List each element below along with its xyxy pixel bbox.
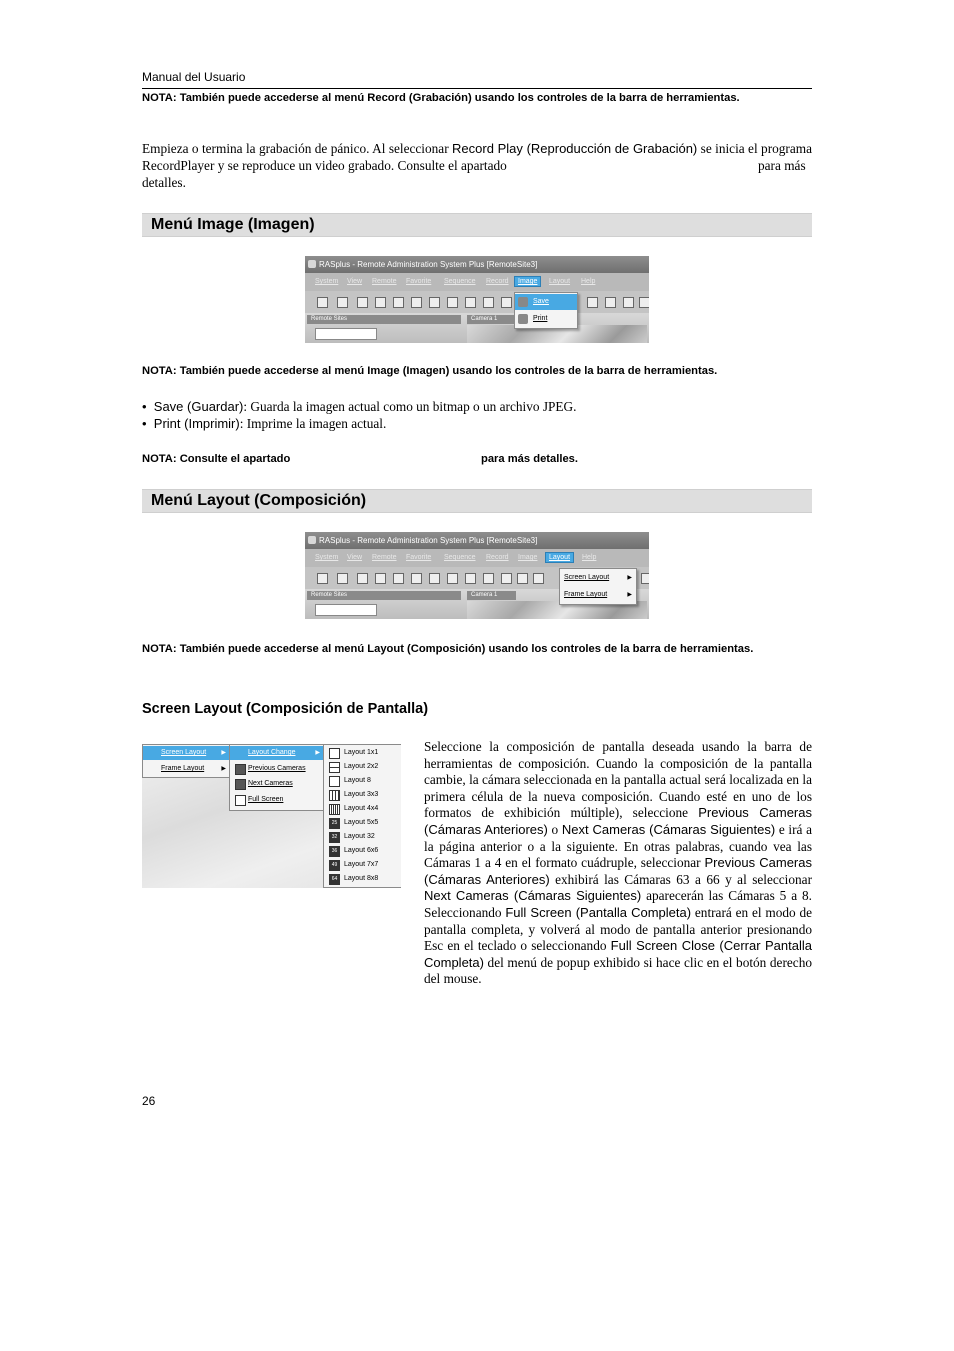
screenshot-image-menu [305,256,649,343]
menu-level-3 [323,744,401,888]
menu-sequence[interactable]: Sequence [444,278,476,285]
screenshot-screen-layout-menu [142,744,401,888]
toolbar-icon[interactable] [337,297,348,308]
menu-favorite[interactable]: Favorite [406,278,432,285]
toolbar-icon[interactable] [357,297,368,308]
menu-item-print[interactable] [515,311,577,327]
menu-item-label: Layout Change [248,749,296,756]
print-icon [518,314,528,324]
menu-level-2 [229,744,326,811]
search-box[interactable] [315,328,377,340]
menu-item-label: Previous Cameras [248,765,306,772]
layout-1x1-icon [329,748,340,759]
menu-item-layout[interactable] [324,774,401,788]
text: o [547,821,562,837]
app-icon [308,536,316,544]
menu-item-label: Frame Layout [161,765,205,772]
menu-favorite[interactable]: Favorite [406,554,432,561]
term: Next Cameras (Cámaras Siguientes) [424,888,642,904]
layout-8-icon [329,776,340,787]
menu-layout[interactable]: Layout [549,278,571,285]
menu-bar [305,276,649,289]
toolbar-icon[interactable] [501,297,512,308]
menu-view[interactable]: View [347,554,363,561]
note-see-section-end: para más detalles. [481,453,579,465]
window-title: RASplus - Remote Administration System Plus [RemoteSite3] [319,260,538,269]
submenu-arrow-icon: ▶ [221,766,226,772]
search-box[interactable] [315,604,377,616]
note-see-section: NOTA: Consulte el apartado [142,453,291,465]
text: aparecerán las Cámaras 5 a 8. Seleccionando [424,888,813,920]
toolbar-icon[interactable] [411,297,422,308]
menu-item-layout[interactable] [324,830,401,844]
menu-record[interactable]: Record [486,278,509,285]
bullet-list [142,398,812,432]
toolbar [305,291,649,313]
menu-item-screen-layout[interactable] [560,570,636,586]
submenu-arrow-icon: ▶ [221,750,226,756]
menu-item-label: Layout 4x4 [344,805,379,812]
submenu-arrow-icon: ▶ [627,575,632,581]
toolbar-icon[interactable] [317,297,328,308]
term: Next Cameras (Cámaras Siguientes) [561,821,776,837]
menu-item-label: Layout 3x3 [344,791,379,798]
menu-item-frame-layout[interactable] [560,587,636,603]
menu-item-label: Layout 5x5 [344,819,379,826]
menu-item-label: Print [533,315,548,322]
note-record: NOTA: También puede accederse al menú Record (Grabación) usando los controles de la barra de herramientas. [142,92,740,104]
layout-dropdown [559,568,637,605]
toolbar-icon[interactable] [517,573,528,584]
menu-record[interactable]: Record [486,554,509,561]
toolbar-icon[interactable] [357,573,368,584]
toolbar-icon[interactable] [483,297,494,308]
menu-item-layout[interactable] [324,788,401,802]
previous-cameras-icon [235,764,246,775]
menu-item-layout[interactable] [324,844,401,858]
toolbar-icon[interactable] [429,573,440,584]
toolbar-icon[interactable] [411,573,422,584]
menu-level-1 [142,744,232,778]
menu-help[interactable]: Help [582,554,597,561]
menu-item-label: Layout 6x6 [344,847,379,854]
menu-item-layout-change[interactable] [230,746,325,760]
screenshot-layout-menu [305,532,649,619]
layout-2x2-icon [329,762,340,773]
section-title: Menú Image (Imagen) [151,216,315,233]
description: : Imprime la imagen actual. [239,416,387,431]
panel-camera: Camera 1 [467,315,516,324]
toolbar-icon[interactable] [483,573,494,584]
menu-item-label: Layout 8x8 [344,875,379,882]
text: Seleccione la composición de pantalla deseada usando la barra de herramientas de composición. Cuando la composición de la pantalla cambie, la cámara seleccionada en la pantalla actual será localizada en la primera célula de la nueva composición. Cuando esté en uno de los formatos de exhibición múltiple), seleccione [424,739,812,821]
toolbar-icon[interactable] [501,573,512,584]
window-title: RASplus - Remote Administration System Plus [RemoteSite3] [319,536,538,545]
menu-item-label: Layout 32 [344,833,375,840]
note-layout: NOTA: También puede accederse al menú Layout (Composición) usando los controles de la barra de herramientas. [142,643,754,655]
menu-item-layout[interactable] [324,872,401,886]
menu-item-next-cameras[interactable] [230,777,325,791]
toolbar-icon[interactable] [447,573,458,584]
layout-3x3-icon [329,790,340,801]
menu-layout[interactable]: Layout [545,552,574,563]
menu-item-label: Layout 1x1 [344,749,379,756]
menu-item-label: Next Cameras [248,780,293,787]
submenu-arrow-icon: ▶ [627,592,632,598]
menu-item-layout[interactable] [324,816,401,830]
text: del menú de popup exhibido si hace clic en el botón derecho del mouse. [424,954,812,987]
layout-4x4-icon [329,804,340,815]
toolbar-icon[interactable] [639,297,649,308]
menu-system[interactable]: System [315,554,339,561]
text: Empieza o termina la grabación de pánico. Al seleccionar [142,141,453,156]
menu-item-label: Screen Layout [161,749,207,756]
text: se inicia el programa RecordPlayer y se reproduce un video grabado. Consulte el apartado [142,141,812,173]
list-item: • Print (Imprimir): Imprime la imagen actual. [142,416,387,431]
toolbar-icon[interactable] [641,573,649,584]
save-icon [518,297,528,307]
toolbar-icon[interactable] [533,573,544,584]
note-image: NOTA: También puede accederse al menú Image (Imagen) usando los controles de la barra de herramientas. [142,365,718,377]
menu-item-save[interactable] [515,294,577,310]
menu-item-layout[interactable] [324,858,401,872]
toolbar-icon[interactable] [605,297,616,308]
layout-32-icon: 32 [329,832,340,843]
menu-item-frame-layout[interactable] [143,762,231,776]
toolbar-icon[interactable] [587,297,598,308]
term: Full Screen Close (Cerrar Pantalla Completa) [424,938,812,970]
list-item: • Save (Guardar): Guarda la imagen actual como un bitmap o un archivo JPEG. [142,399,577,414]
toolbar-icon[interactable] [429,297,440,308]
term-record-play: Record Play (Reproducción de Grabación) [452,141,698,156]
text: e irá a la página anterior o a la siguiente. En otras palabras, cuando vea las Cámaras 1 a 4 en el formato cuádruple, seleccionar [424,821,812,871]
menu-item-label: Layout 8 [344,777,371,784]
panel-remote-sites: Remote Sites [307,315,461,324]
menu-bar [305,552,649,565]
panel-camera: Camera 1 [467,591,516,600]
menu-item-layout[interactable] [324,802,401,816]
text: entrará en el modo de pantalla completa, y volverá al modo de pantalla anterior presionando Esc en el teclado o seleccionando [424,904,813,954]
app-icon [308,260,316,268]
full-screen-icon [235,795,246,806]
menu-item-label: Layout 7x7 [344,861,379,868]
paragraph-screen-layout [424,739,812,988]
subsection-heading: Screen Layout (Composición de Pantalla) [142,701,429,717]
toolbar-icon[interactable] [623,297,634,308]
menu-image[interactable]: Image [514,276,541,287]
menu-item-label: Screen Layout [564,574,610,581]
menu-item-layout[interactable] [324,760,401,774]
section-title: Menú Layout (Composición) [151,492,367,509]
menu-item-label: Full Screen [248,796,284,803]
term: Previous Cameras (Cámaras Anteriores) [424,805,812,837]
section-heading-image [142,213,812,237]
menu-item-label: Frame Layout [564,591,608,598]
term: Print (Imprimir) [153,416,240,431]
toolbar-icon[interactable] [465,297,476,308]
text: para más [758,158,806,173]
term: Full Screen (Pantalla Completa) [505,904,692,920]
menu-image[interactable]: Image [518,554,538,561]
menu-remote[interactable]: Remote [372,278,397,285]
toolbar-icon[interactable] [317,573,328,584]
menu-sequence[interactable]: Sequence [444,554,476,561]
menu-item-label: Layout 2x2 [344,763,379,770]
header-rule [142,88,812,89]
section-heading-layout [142,489,812,513]
text: detalles. [142,175,186,190]
menu-item-full-screen[interactable] [230,793,325,807]
menu-item-screen-layout[interactable] [143,746,231,760]
menu-help[interactable]: Help [581,278,596,285]
toolbar-icon[interactable] [465,573,476,584]
panel-remote-sites: Remote Sites [307,591,461,600]
toolbar-icon[interactable] [337,573,348,584]
description: : Guarda la imagen actual como un bitmap o un archivo JPEG. [243,399,577,414]
toolbar-icon[interactable] [447,297,458,308]
next-cameras-icon [235,779,246,790]
page-number: 26 [142,1094,156,1108]
image-dropdown [514,292,578,329]
menu-view[interactable]: View [347,278,363,285]
text: exhibirá las Cámaras 63 a 66 y al seleccionar [549,871,812,887]
paragraph-record-play [142,140,812,174]
window-titlebar [305,532,649,549]
menu-item-previous-cameras[interactable] [230,762,325,776]
menu-system[interactable]: System [315,278,339,285]
layout-7x7-icon: 49 [329,860,340,871]
term: Previous Cameras (Cámaras Anteriores) [424,855,812,887]
layout-8x8-icon: 64 [329,874,340,885]
term: Save (Guardar) [153,399,244,414]
running-header: Manual del Usuario [142,70,246,84]
menu-item-layout[interactable] [324,746,401,760]
toolbar-icon[interactable] [375,297,386,308]
toolbar-icon[interactable] [375,573,386,584]
layout-5x5-icon: 25 [329,818,340,829]
toolbar-icon[interactable] [393,297,404,308]
menu-remote[interactable]: Remote [372,554,397,561]
menu-item-label: Save [533,298,549,305]
window-body [305,313,649,343]
window-titlebar [305,256,649,273]
toolbar-icon[interactable] [393,573,404,584]
submenu-arrow-icon: ▶ [315,750,320,756]
layout-6x6-icon: 36 [329,846,340,857]
